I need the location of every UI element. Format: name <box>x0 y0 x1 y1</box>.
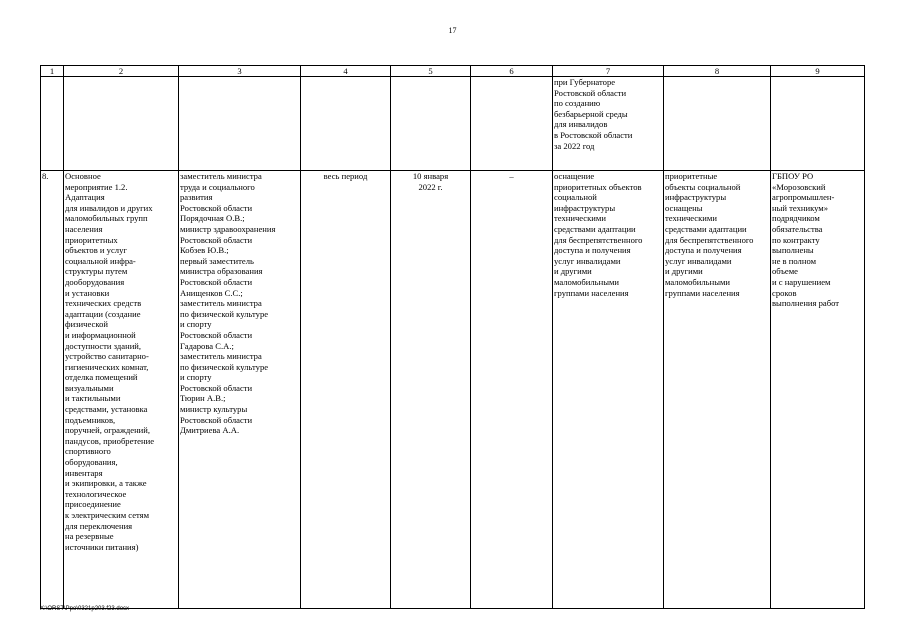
responsible-persons: заместитель министра труда и социального развития Ростовской области Порядочная О.В.; министр здравоохранения Ростовской области Кобзев Ю.В.; первый заместитель министра образования Ростовской области Анищенков С.С.; заместитель министра по физической культуре и спорту Ростовской области Гадарова С.А.; заместитель министра по физической культуре и спорту Ростовской области Тюрин А.В.; министр культуры Ростовской области Дмитриева А.А. <box>179 171 301 609</box>
cell-continued-text: при Губернаторе Ростовской области по созданию безбарьерной среды для инвалидов в Ростовской области за 2022 год <box>553 77 664 171</box>
problems-note: ГБПОУ РО «Морозовский агропромышлен- ный техникум» подрядчиком обязательства по контракту выполнены не в полном объеме и с нарушением сроков выполнения работ <box>771 171 865 609</box>
column-number: 6 <box>471 66 553 77</box>
cell-empty <box>64 77 179 171</box>
start-date: 10 января 2022 г. <box>391 171 471 609</box>
actual-result: приоритетные объекты социальной инфраструктуры оснащены техническими средствами адаптации для беспрепятственного доступа и получения услуг инвалидами и другими маломобильными группами населения <box>664 171 771 609</box>
table-row <box>41 171 865 609</box>
implementation-period: весь период <box>301 171 391 609</box>
page-number: 17 <box>448 26 457 35</box>
column-number: 2 <box>64 66 179 77</box>
column-number: 9 <box>771 66 865 77</box>
cell-empty <box>471 77 553 171</box>
column-6-value: – <box>471 171 553 609</box>
column-number: 8 <box>664 66 771 77</box>
column-number: 1 <box>41 66 64 77</box>
cell-empty <box>41 77 64 171</box>
column-number: 5 <box>391 66 471 77</box>
cell-empty <box>771 77 865 171</box>
column-number: 3 <box>179 66 301 77</box>
cell-empty <box>301 77 391 171</box>
cell-empty <box>664 77 771 171</box>
column-number: 7 <box>553 66 664 77</box>
cell-empty <box>391 77 471 171</box>
row-number: 8. <box>41 171 64 609</box>
report-table <box>40 65 865 609</box>
column-number: 4 <box>301 66 391 77</box>
expected-result: оснащение приоритетных объектов социальной инфраструктуры техническими средствами адаптации для беспрепятственного доступа и получения услуг инвалидами и другими маломобильными группами населения <box>553 171 664 609</box>
column-number-row <box>41 66 865 77</box>
file-path-footer: X:\ORST\Ppo\0321p203.f23.docx <box>40 606 130 612</box>
continuation-row <box>41 77 865 171</box>
event-name: Основное мероприятие 1.2. Адаптация для инвалидов и других маломобильных групп населения приоритетных объектов и услуг социальной инфра- структуры путем дооборудования и установки технических средств адаптации (создание физической и информационной доступности зданий, устройство санитарно- гигиенических комнат, отделка помещений визуальными и тактильными средствами, установка подъемников, поручней, ограждений, пандусов, приобретение спортивного оборудования, инвентаря и экипировки, а также технологическое присоединение к электрическим сетям для переключения на резервные источники питания) <box>64 171 179 609</box>
cell-empty <box>179 77 301 171</box>
